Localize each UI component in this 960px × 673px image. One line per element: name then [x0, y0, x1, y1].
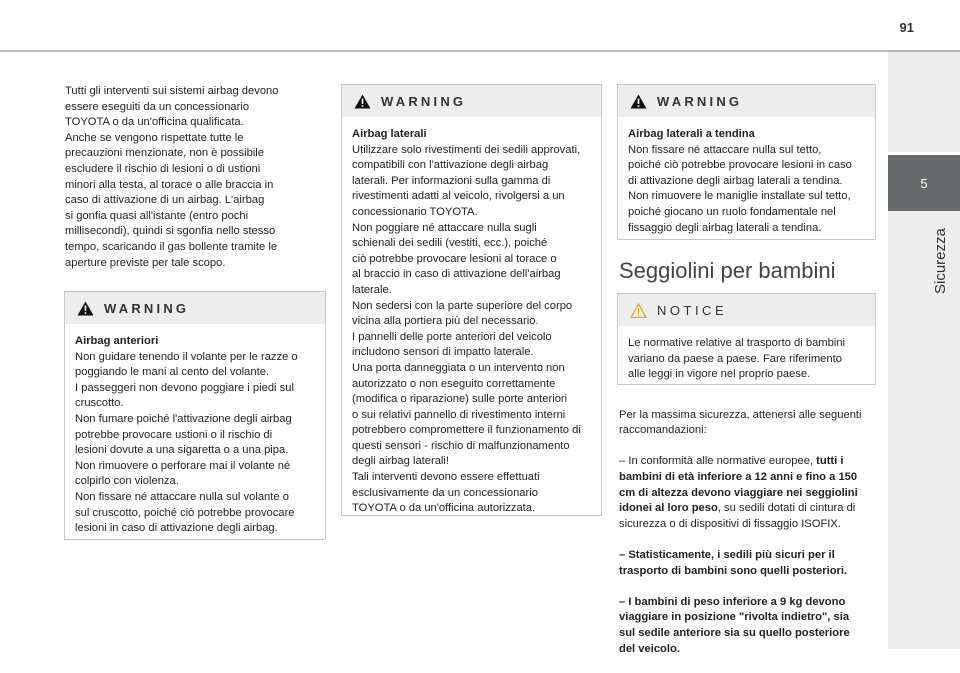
warning-label: WARNING — [657, 93, 743, 109]
warning-text: Non fissare né attaccare nulla sul tetto, poiché ciò potrebbe provocare lesioni in caso di attivazione degli airbag laterali a tendina. Non rimuovere le maniglie installate sul tetto, poiché giocano un ruolo fondamentale nel fissaggio degli airbag laterali a tendina. — [628, 143, 852, 234]
chapter-tab[interactable] — [888, 155, 960, 211]
warning-title: Airbag laterali — [352, 128, 427, 140]
warning-text: Non guidare tenendo il volante per le razze o poggiando le mani al cento del volante. I passeggeri non devono poggiare i piedi sul cruscotto. Non fumare poiché l'attivazione degli airbag potrebbe provocare ustioni o il rischio di lesioni dovute a una sigaretta o a una pipa. Non rimuovere o perforare mai il volante né colpirlo con violenza. Non fissare né attaccare nulla sul volante o sul cruscotto, poiché ciò potrebbe provocare lesioni in caso di attivazione degli airbag. — [75, 350, 298, 535]
warning-box-side-airbags — [341, 84, 602, 516]
notice-box — [617, 293, 876, 385]
warning-text: Utilizzare solo rivestimenti dei sedili approvati, compatibili con l'attivazione degli airbag laterali. Per informazioni sulla gamma di rivestimenti adatti al veicolo, rivolgersi a un concessionario TOYOTA. Non poggiare né attaccare nulla sugli schienali dei sedili (vestiti, ecc.), poiché ciò potrebbe provocare lesioni al torace o al braccio in caso di attivazione dell'airbag laterale. Non sedersi con la parte superiore del corpo vicina alla portiera più del necessario. I pannelli delle porte anteriori del veicolo includono sensori di impatto laterale. Una porta danneggiata o un intervento non autorizzato o non eseguito correttamente (modifica o riparazione) sulle porte anteriori o sui relativi pannello di rivestimento interni potrebbero compromettere il funzionamento di questi sensori - rischio di malfunzionamento degli airbag laterali! Tali interventi devono essere effettuati esclusivamente da un concessionario TOYOTA o da un'officina autorizzata. — [352, 143, 581, 515]
warning-header — [65, 292, 325, 324]
warning-label: WARNING — [381, 93, 467, 109]
notice-header — [618, 294, 875, 326]
recommendation-item-1 — [619, 454, 881, 532]
warning-header — [618, 85, 875, 117]
item1-prefix: – In conformità alle normative europee, — [619, 455, 817, 468]
warning-icon — [354, 94, 371, 109]
recommendation-item-2: – Statisticamente, i sedili più sicuri per il trasporto di bambini sono quelli posteriori. — [619, 548, 848, 577]
warning-box-front-airbags — [64, 291, 326, 540]
warning-title: Airbag laterali a tendina — [628, 128, 755, 140]
recommendation-item-3: – I bambini di peso inferiore a 9 kg devono viaggiare in posizione "rivolta indietro", sia sul sedile anteriore sia su quello posteriore del veicolo. — [619, 595, 850, 655]
header-rule — [0, 50, 960, 52]
warning-box-curtain-airbags — [617, 84, 876, 240]
item1-rest: , su sedili dotati di cintura di sicurezza o di dispositivi di fissaggio ISOFIX. — [619, 502, 856, 530]
notice-icon — [630, 303, 647, 318]
page-number: 91 — [899, 20, 914, 35]
warning-title: Airbag anteriori — [75, 335, 159, 347]
chapter-title: Sicurezza — [932, 228, 949, 294]
item1-bold: tutti i bambini di età inferiore a 12 anni e fino a 150 cm di altezza devono viaggiare nei seggiolini idonei al loro peso — [619, 455, 858, 515]
warning-label: WARNING — [104, 300, 190, 316]
recommendations-intro: Per la massima sicurezza, attenersi alle seguenti raccomandazioni: — [619, 408, 862, 437]
section-heading: Seggiolini per bambini — [619, 258, 836, 283]
warning-header — [342, 85, 601, 117]
chapter-title-container — [888, 211, 960, 331]
warning-icon — [77, 301, 94, 316]
sidebar-top — [888, 52, 960, 152]
intro-paragraph: Tutti gli interventi sui sistemi airbag devono essere eseguiti da un concessionario TOYOTA o da un'officina qualificata. Anche se vengono rispettate tutte le precauzioni menzionate, non è possibile escludere il rischio di lesioni o di ustioni minori alla testa, al torace o alle braccia in caso di attivazione di un airbag. L'airbag si gonfia quasi all'istante (entro pochi millisecondi), quindi si sgonfia nello stesso tempo, scaricando il gas bollente tramite le aperture previste per tale scopo. — [65, 85, 279, 269]
chapter-number: 5 — [920, 175, 928, 191]
notice-text: Le normative relative al trasporto di bambini variano da paese a paese. Fare riferimento alle leggi in vigore nel proprio paese. — [628, 337, 846, 381]
child-seat-recommendations — [619, 392, 881, 673]
notice-label: NOTICE — [657, 302, 728, 318]
warning-icon — [630, 94, 647, 109]
